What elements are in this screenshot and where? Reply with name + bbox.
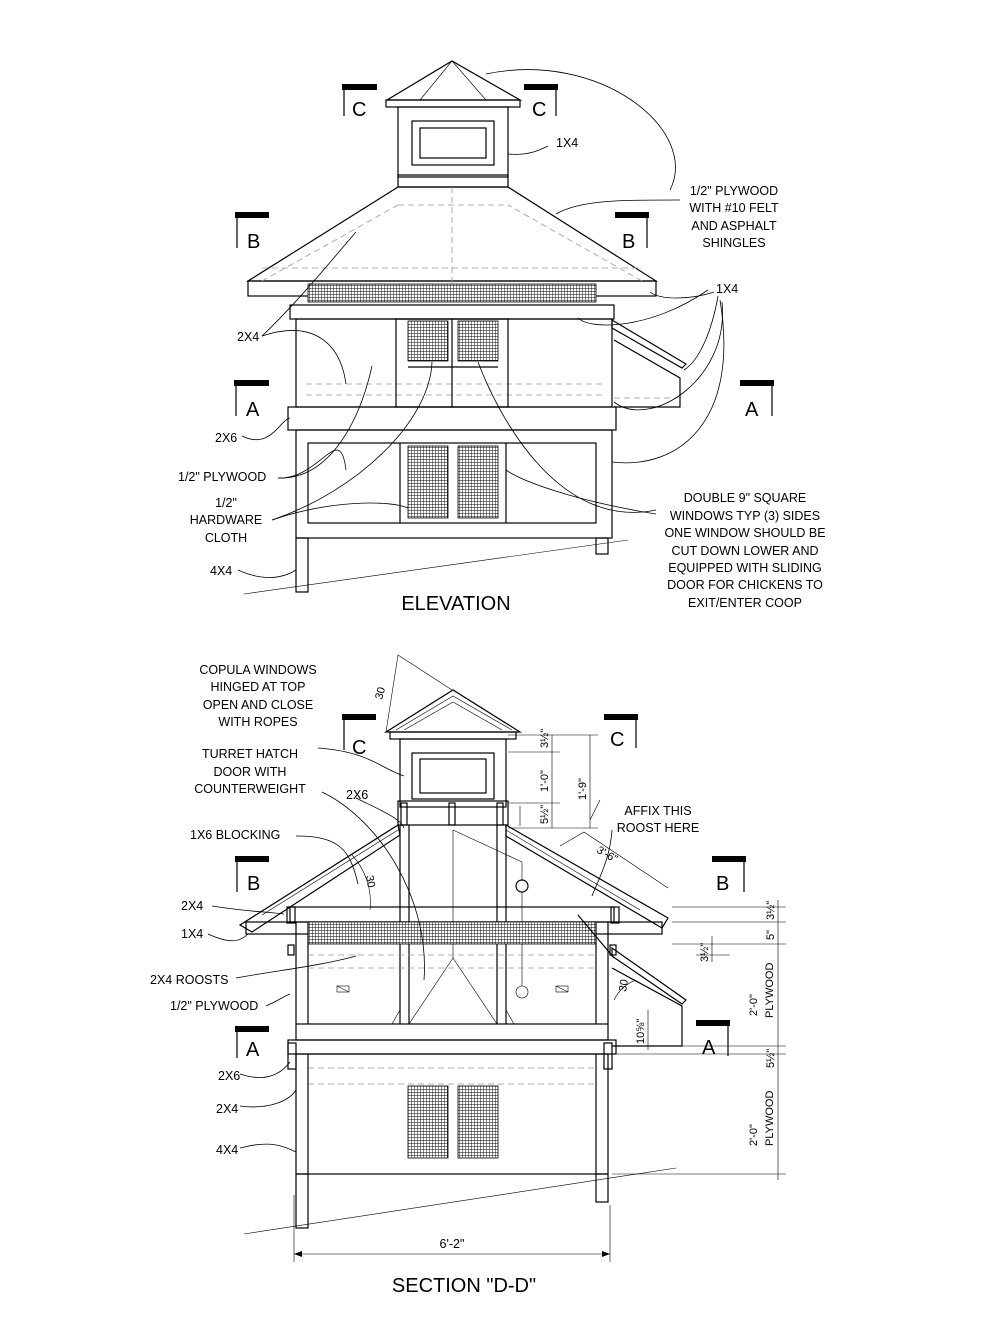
- section-title: SECTION "D-D": [391, 1275, 537, 1297]
- label-2x6: 2X6: [215, 431, 238, 445]
- section-marker-c-right: C: [610, 729, 625, 751]
- label-win-l4: CUT DOWN LOWER AND: [671, 544, 819, 558]
- section-markers: [235, 714, 746, 1058]
- label-4x4-s: 4X4: [216, 1143, 239, 1157]
- label-win-l5: EQUIPPED WITH SLIDING: [668, 561, 822, 575]
- label-plywood-l1: 1/2" PLYWOOD: [689, 184, 779, 198]
- elevation-drawing: [238, 61, 724, 594]
- dim-5-5: 5½": [539, 804, 551, 824]
- label-1x6-blocking: 1X6 BLOCKING: [190, 828, 281, 842]
- dim-3-5: 3½": [539, 728, 551, 748]
- label-cupola-l2: HINGED AT TOP: [210, 680, 306, 694]
- label-1x4-right: 1X4: [716, 282, 739, 296]
- elevation-title: ELEVATION: [401, 593, 511, 615]
- label-2x4-roosts: 2X4 ROOSTS: [150, 973, 229, 987]
- label-win-l6: DOOR FOR CHICKENS TO: [667, 578, 823, 592]
- dim-5: 5": [765, 929, 777, 940]
- label-2x4-b: 2X4: [216, 1102, 239, 1116]
- label-1x4-top: 1X4: [556, 136, 579, 150]
- section-marker-b-left: B: [247, 873, 261, 895]
- marker-b-left: B: [247, 231, 261, 253]
- label-win-l3: ONE WINDOW SHOULD BE: [664, 526, 826, 540]
- elevation-markers: [234, 84, 774, 416]
- section-marker-c-left: C: [352, 737, 367, 759]
- marker-a-right: A: [745, 399, 759, 421]
- label-plywood-l4: SHINGLES: [702, 236, 766, 250]
- marker-a-left: A: [246, 399, 260, 421]
- label-turret-l3: COUNTERWEIGHT: [194, 782, 306, 796]
- label-cupola-l4: WITH ROPES: [218, 715, 298, 729]
- dim-3-6: 3'-6": [594, 844, 620, 866]
- section-marker-b-right: B: [716, 873, 730, 895]
- section-marker-a-right: A: [702, 1037, 716, 1059]
- label-affix-l1: AFFIX THIS: [624, 804, 692, 818]
- dim-2-0a: 2'-0": [748, 994, 760, 1016]
- dim-1-0: 1'-0": [539, 770, 551, 792]
- dim-angle-roof: 30: [363, 874, 377, 889]
- marker-c-left: C: [352, 99, 367, 121]
- label-4x4: 4X4: [210, 564, 233, 578]
- label-turret-l2: DOOR WITH: [213, 765, 287, 779]
- marker-c-right: C: [532, 99, 547, 121]
- dim-3-5c: 3½": [699, 942, 711, 962]
- label-plywood-a: PLYWOOD: [764, 962, 776, 1018]
- label-win-l1: DOUBLE 9" SQUARE: [683, 491, 807, 505]
- dim-1-9: 1'-9": [577, 778, 589, 800]
- dim-angle-ramp: 30: [617, 978, 632, 993]
- label-2x6-top: 2X6: [346, 788, 369, 802]
- label-plywood-b: PLYWOOD: [764, 1090, 776, 1146]
- label-2x6-s: 2X6: [218, 1069, 241, 1083]
- label-cupola-l1: COPULA WINDOWS: [199, 663, 317, 677]
- label-hw-l3: CLOTH: [204, 531, 248, 545]
- label-half-plywood-s: 1/2" PLYWOOD: [170, 999, 259, 1013]
- label-hw-l2: HARDWARE: [189, 513, 263, 527]
- label-cupola-l3: OPEN AND CLOSE: [202, 698, 314, 712]
- label-plywood-l2: WITH #10 FELT: [689, 201, 779, 215]
- label-2x4-s: 2X4: [181, 899, 204, 913]
- label-plywood-l3: AND ASPHALT: [691, 219, 777, 233]
- label-win-l7: EXIT/ENTER COOP: [688, 596, 802, 610]
- dim-2-0b: 2'-0": [748, 1124, 760, 1146]
- label-half-plywood: 1/2" PLYWOOD: [178, 470, 267, 484]
- dim-width: 6'-2": [439, 1237, 465, 1251]
- label-win-l2: WINDOWS TYP (3) SIDES: [669, 509, 821, 523]
- label-turret-l1: TURRET HATCH: [201, 747, 299, 761]
- label-2x4: 2X4: [237, 330, 260, 344]
- dim-angle-top: 30: [373, 685, 389, 701]
- dim-10: 10⅝": [635, 1018, 647, 1044]
- label-affix-l2: ROOST HERE: [616, 821, 700, 835]
- section-marker-a-left: A: [246, 1039, 260, 1061]
- label-1x4-s: 1X4: [181, 927, 204, 941]
- dim-3-5b: 3½": [765, 900, 777, 920]
- marker-b-right: B: [622, 231, 636, 253]
- label-hw-l1: 1/2": [215, 496, 237, 510]
- dim-5-5b: 5½": [765, 1048, 777, 1068]
